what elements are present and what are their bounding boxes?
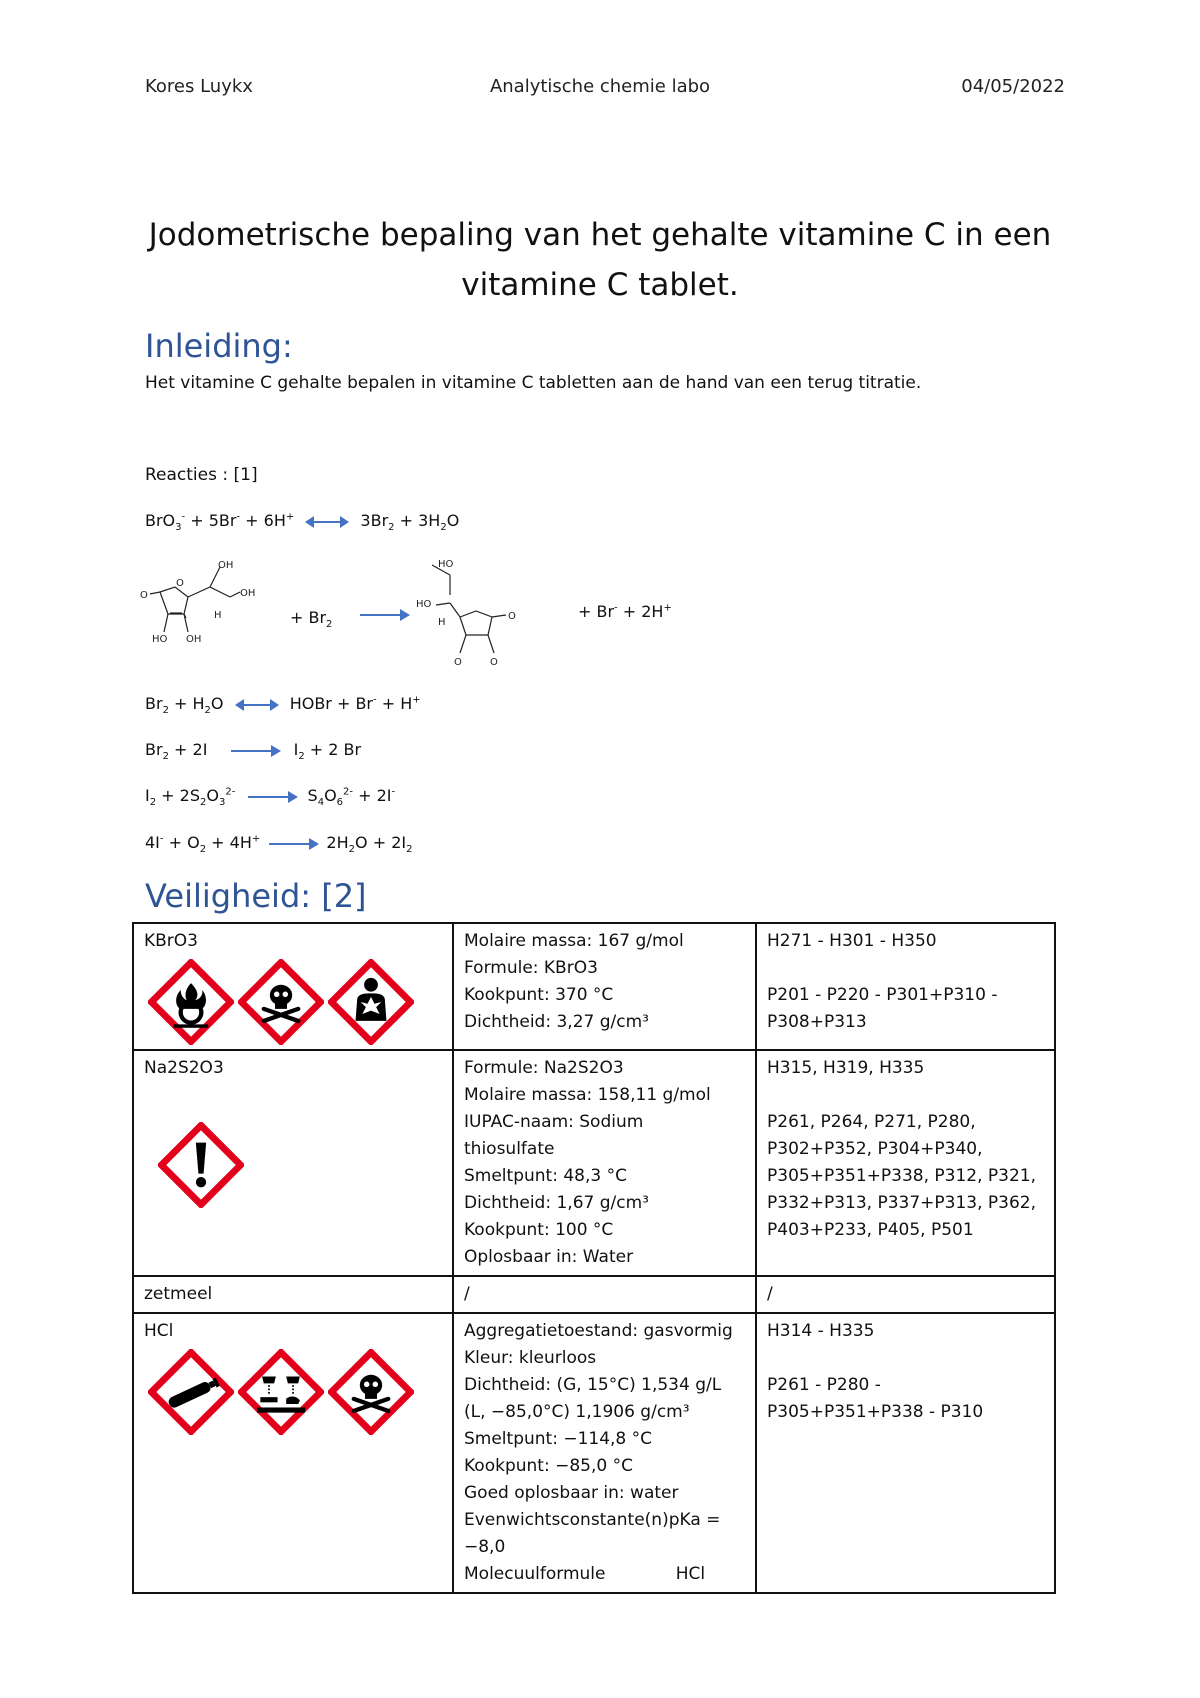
ghs-pictograms <box>148 959 444 1045</box>
header-course: Analytische chemie labo <box>489 76 711 97</box>
p-statements: P308+P313 <box>767 1012 867 1032</box>
reaction-4: $Br_2 + 2I$ $I_2 + 2$ Br <box>145 740 362 763</box>
safety-table-body <box>133 923 1055 1593</box>
substance-name: zetmeel <box>144 1284 213 1304</box>
substance-name: Na2S2O3 <box>144 1058 224 1078</box>
p-statements: P261, P264, P271, P280, <box>767 1112 976 1132</box>
properties-cell <box>453 923 756 1050</box>
substance-cell <box>133 1276 453 1313</box>
reaction-arrow-icon <box>360 608 410 622</box>
svg-text:O: O <box>140 590 148 601</box>
property-line: Dichtheid: 3,27 g/cm³ <box>464 1012 649 1032</box>
property-line: Molaire massa: 158,11 g/mol <box>464 1085 711 1105</box>
p-statements: P305+P351+P338, P312, P321, <box>767 1166 1037 1186</box>
svg-text:O: O <box>508 611 516 622</box>
property-line: Kookpunt: −85,0 °C <box>464 1456 633 1476</box>
property-line: Evenwichtsconstante(n)pKa = <box>464 1510 721 1530</box>
property-line: Smeltpunt: 48,3 °C <box>464 1166 627 1186</box>
exclamation-mark-icon <box>158 1122 244 1208</box>
hazard-statements-cell <box>756 1050 1055 1276</box>
header-author: Kores Luykx <box>145 76 253 97</box>
reaction-2-products <box>578 602 672 621</box>
svg-text:OH: OH <box>218 560 234 571</box>
plus-br2-text: + Br <box>290 608 327 627</box>
products2-tail: + 2H <box>617 602 664 621</box>
safety-row <box>133 1276 1055 1313</box>
svg-text:HO: HO <box>152 634 168 645</box>
h-statements: / <box>767 1284 773 1304</box>
svg-text:HO: HO <box>438 559 454 570</box>
plus-br2 <box>290 608 332 630</box>
property-line: −8,0 <box>464 1537 506 1557</box>
equilibrium-arrow-icon <box>305 515 349 529</box>
property-line: Oplosbaar in: Water <box>464 1247 634 1267</box>
p-statements: P201 - P220 - P301+P310 - <box>767 985 998 1005</box>
p-statements: P332+P313, P337+P313, P362, <box>767 1193 1037 1213</box>
ghs-pictograms <box>148 1349 444 1435</box>
reaction-arrow-icon <box>269 837 319 851</box>
gas-cylinder-icon <box>148 1349 234 1435</box>
svg-text:O: O <box>176 578 184 589</box>
products2-tail-sup: + <box>663 602 672 614</box>
substance-name: KBrO3 <box>144 931 198 951</box>
reactions-label: Reacties : [1] <box>145 465 258 485</box>
document-title <box>0 210 1200 310</box>
reaction-6: $4I^- + O_2 + 4H^+$ $2H_2O + 2I_2$ <box>145 833 413 856</box>
health-hazard-icon <box>328 959 414 1045</box>
svg-text:OH: OH <box>240 588 256 599</box>
h-statements: H271 - H301 - H350 <box>767 931 937 951</box>
skull-crossbones-icon <box>328 1349 414 1435</box>
property-line: Formule: Na2S2O3 <box>464 1058 624 1078</box>
property-line: Formule: KBrO3 <box>464 958 598 978</box>
hazard-statements-cell <box>756 1276 1055 1313</box>
property-line: Molaire massa: 167 g/mol <box>464 931 684 951</box>
svg-text:H: H <box>214 610 222 621</box>
property-line: Smeltpunt: −114,8 °C <box>464 1429 653 1449</box>
intro-text: Het vitamine C gehalte bepalen in vitamine C tabletten aan de hand van een terug titratie. <box>145 373 922 393</box>
p-statements: P302+P352, P304+P340, <box>767 1139 983 1159</box>
p-statements: P305+P351+P338 - P310 <box>767 1402 984 1422</box>
reaction-arrow-icon <box>231 744 281 758</box>
property-line: Kookpunt: 100 °C <box>464 1220 614 1240</box>
h-statements: H315, H319, H335 <box>767 1058 925 1078</box>
title-line-2: vitamine C tablet. <box>461 267 739 303</box>
reaction-3: $Br_2 + H_2O$ HOBr + Br- + H+ <box>145 694 421 717</box>
reaction-5: $I_2 + 2S_2O_3^{2-}$ $S_4O_6^{2-} + 2I^-$ <box>145 786 396 809</box>
h-statements: H314 - H335 <box>767 1321 875 1341</box>
property-line: thiosulfate <box>464 1139 555 1159</box>
substance-name: HCl <box>144 1321 174 1341</box>
svg-text:O: O <box>490 657 498 668</box>
svg-text:H: H <box>438 617 446 628</box>
substance-cell <box>133 1050 453 1276</box>
property-line: Molecuulformule HCl <box>464 1564 706 1584</box>
property-line: / <box>464 1284 470 1304</box>
property-line: Kookpunt: 370 °C <box>464 985 614 1005</box>
properties-cell <box>453 1313 756 1593</box>
reaction-1: BrO$_3$- + 5Br- + 6H+ $3Br_2 + 3H_2O$ <box>145 511 460 534</box>
intro-heading: Inleiding: <box>145 327 293 365</box>
properties-cell <box>453 1050 756 1276</box>
hazard-statements-cell <box>756 1313 1055 1593</box>
safety-row <box>133 1313 1055 1593</box>
header-date: 04/05/2022 <box>961 76 1065 97</box>
hazard-statements-cell <box>756 923 1055 1050</box>
property-line: Dichtheid: (G, 15°C) 1,534 g/L <box>464 1375 722 1395</box>
svg-text:OH: OH <box>186 634 202 645</box>
corrosion-icon <box>238 1349 324 1435</box>
property-line: IUPAC-naam: Sodium <box>464 1112 644 1132</box>
safety-heading: Veiligheid: [2] <box>145 877 367 915</box>
property-line: Aggregatietoestand: gasvormig <box>464 1321 733 1341</box>
property-line: Kleur: kleurloos <box>464 1348 597 1368</box>
svg-text:HO: HO <box>416 599 432 610</box>
products2-sup: - <box>614 602 618 614</box>
property-line: Dichtheid: 1,67 g/cm³ <box>464 1193 649 1213</box>
property-line: Goed oplosbaar in: water <box>464 1483 679 1503</box>
skull-crossbones-icon <box>238 959 324 1045</box>
plus-br2-sub: 2 <box>326 619 333 631</box>
safety-row <box>133 1050 1055 1276</box>
properties-cell <box>453 1276 756 1313</box>
equilibrium-arrow-icon <box>235 698 279 712</box>
dehydroascorbic-acid-structure <box>410 555 550 675</box>
svg-text:O: O <box>454 657 462 668</box>
safety-table <box>132 922 1056 1594</box>
products2-text: + Br <box>578 602 615 621</box>
substance-cell <box>133 1313 453 1593</box>
ghs-pictograms <box>158 1122 444 1208</box>
p-statements: P403+P233, P405, P501 <box>767 1220 974 1240</box>
property-line: (L, −85,0°C) 1,1906 g/cm³ <box>464 1402 690 1422</box>
ascorbic-acid-structure <box>140 552 320 652</box>
flame-over-circle-icon <box>148 959 234 1045</box>
dehydroascorbic-acid-molecule-icon <box>410 555 550 675</box>
safety-row <box>133 923 1055 1050</box>
substance-cell <box>133 923 453 1050</box>
reaction-arrow-icon <box>248 790 298 804</box>
title-line-1: Jodometrische bepaling van het gehalte vitamine C in een <box>148 217 1052 253</box>
ascorbic-acid-molecule-icon <box>140 552 320 652</box>
p-statements: P261 - P280 - <box>767 1375 881 1395</box>
